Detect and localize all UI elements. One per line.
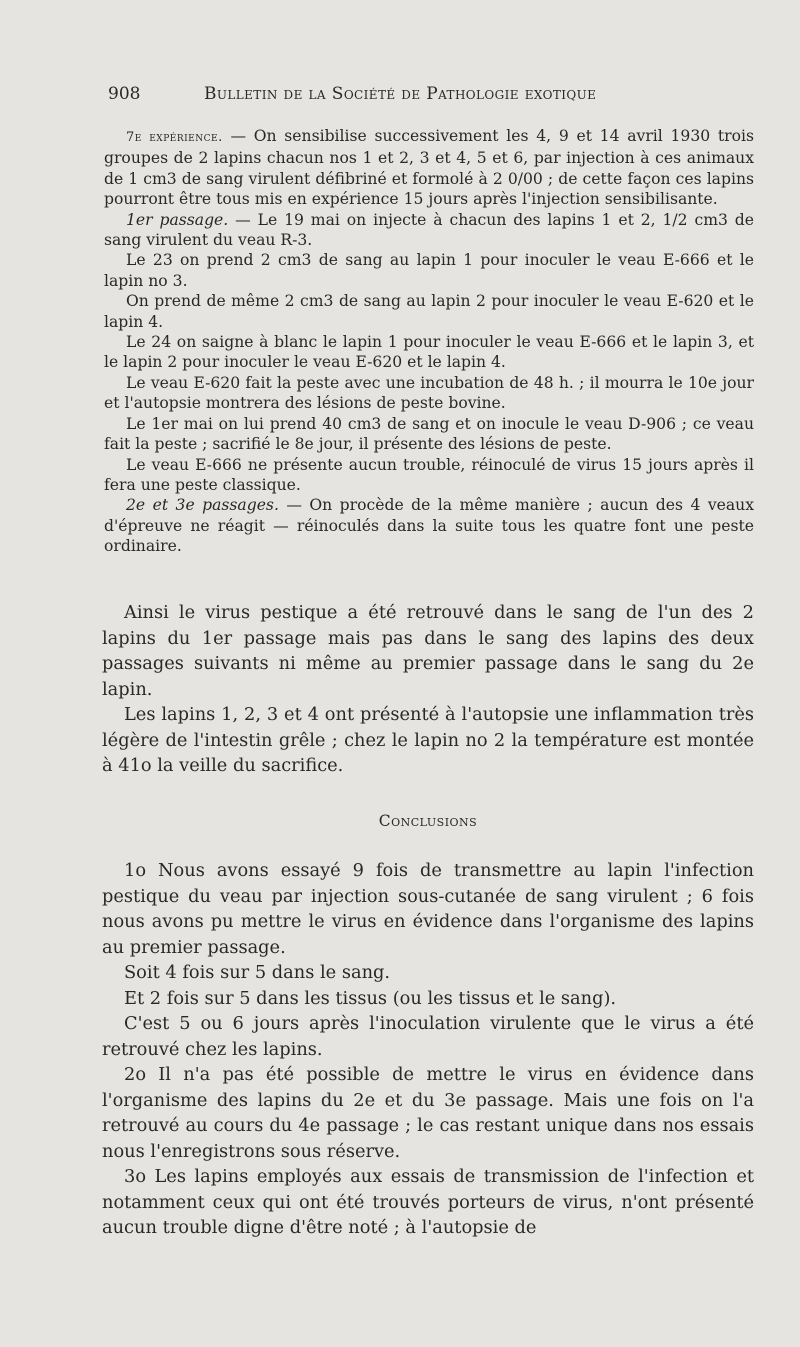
paragraph: Soit 4 fois sur 5 dans le sang. xyxy=(124,962,391,983)
page-number: 908 xyxy=(108,84,141,104)
paragraph: Les lapins 1, 2, 3 et 4 ont présenté à l'autopsie une inflammation très légère de l'intestin grêle ; chez le lapin no 2 la température est montée à 41o la veille du sacrifice. xyxy=(102,704,754,776)
paragraph: Le veau E-666 ne présente aucun trouble, réinoculé de virus 15 jours après il fera une peste classique. xyxy=(104,455,754,494)
paragraph: 1o Nous avons essayé 9 fois de transmettre au lapin l'infection pestique du veau par injection sous-cutanée de sang virulent ; 6 fois nous avons pu mettre le virus en évidence dans l'organisme des lapins au premier passage. xyxy=(102,860,754,958)
paragraph: 3o Les lapins employés aux essais de transmission de l'infection et notamment ceux qui ont été trouvés porteurs de virus, n'ont présenté aucun trouble digne d'être noté ; à l'autopsie de xyxy=(102,1166,754,1238)
experiment-label: 7e expérience. xyxy=(126,130,223,145)
paragraph: C'est 5 ou 6 jours après l'inoculation virulente que le virus a été retrouvé chez les lapins. xyxy=(102,1013,754,1060)
passage-label: 2e et 3e passages. xyxy=(126,496,279,515)
paragraph xyxy=(104,495,754,556)
paragraph xyxy=(104,210,754,251)
passage-label: 1er passage. xyxy=(126,210,229,229)
paragraph-text: — On sensibilise successivement les 4, 9 et 14 avril 1930 trois groupes de 2 lapins chacun nos 1 et 2, 3 et 4, 5 et 6, par injection à ces animaux de 1 cm3 de sang virulent défibriné et formolé à 2 0/00 ; de cette façon ces lapins pourront être tous mis en expérience 15 jours après l'injection sensibilisante. xyxy=(104,127,755,209)
paragraph: Le 1er mai on lui prend 40 cm3 de sang et on inocule le veau D-906 ; ce veau fait la peste ; sacrifié le 8e jour, il présente des lésions de peste. xyxy=(104,414,754,454)
paragraph xyxy=(104,126,754,210)
running-title: Bulletin de la Société de Pathologie exotique xyxy=(204,84,597,104)
paragraph: Ainsi le virus pestique a été retrouvé dans le sang de l'un des 2 lapins du 1er passage mais pas dans le sang des lapins des deux passages suivants ni même au premier passage dans le sang du 2e lapin. xyxy=(102,602,754,700)
paragraph: Le 23 on prend 2 cm3 de sang au lapin 1 pour inoculer le veau E-666 et le lapin no 3. xyxy=(104,251,754,290)
experiment-section xyxy=(104,126,754,557)
page-header xyxy=(108,84,748,108)
main-text xyxy=(102,600,754,1241)
paragraph: Le 24 on saigne à blanc le lapin 1 pour inoculer le veau E-666 et le lapin 3, et le lapin 2 pour inoculer le veau E-620 et le lapin 4. xyxy=(104,333,754,372)
paragraph: 2o Il n'a pas été possible de mettre le virus en évidence dans l'organisme des lapins du 2e et du 3e passage. Mais une fois on l'a retrouvé au cours du 4e passage ; le cas restant unique dans nos essais nous l'enregistrons sous réserve. xyxy=(102,1064,754,1162)
paragraph-text: — Le 19 mai on injecte à chacun des lapins 1 et 2, 1/2 cm3 de sang virulent du veau R-3. xyxy=(104,210,754,250)
section-heading: Conclusions xyxy=(378,811,478,830)
paragraph: Et 2 fois sur 5 dans les tissus (ou les tissus et le sang). xyxy=(124,987,617,1009)
paragraph-text: — On procède de la même manière ; aucun des 4 veaux d'épreuve ne réagit — réinoculés dans la suite tous les quatre font une peste ordinaire. xyxy=(104,496,754,556)
paragraph: Le veau E-620 fait la peste avec une incubation de 48 h. ; il mourra le 10e jour et l'autopsie montrera des lésions de peste bovine. xyxy=(104,373,754,413)
paragraph: On prend de même 2 cm3 de sang au lapin 2 pour inoculer le veau E-620 et le lapin 4. xyxy=(104,292,754,331)
